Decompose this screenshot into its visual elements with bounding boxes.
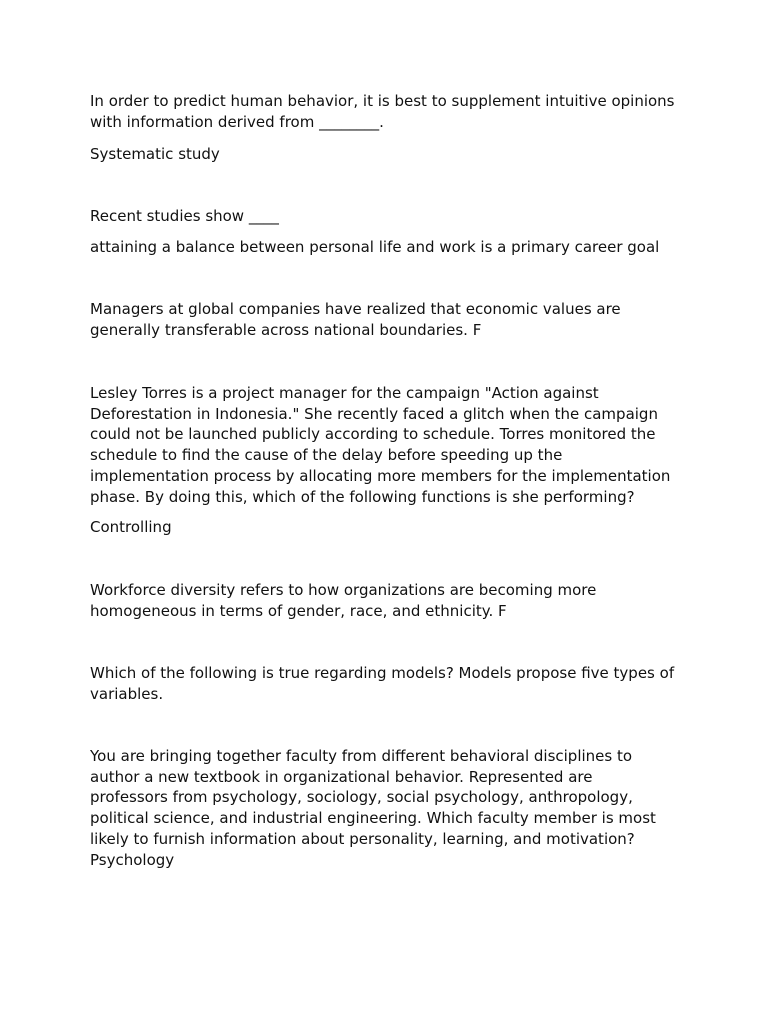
question-6-text: Which of the following is true regarding models? Models propose five types of variables. [90, 664, 675, 703]
question-1-text: In order to predict human behavior, it is best to supplement intuitive opinions with information derived from ________. [90, 92, 675, 131]
question-2-text: Recent studies show ____ [90, 207, 279, 225]
answer-4-text: Controlling [90, 518, 172, 536]
question-5-text: Workforce diversity refers to how organizations are becoming more homogeneous in terms of gender, race, and ethnicity. F [90, 581, 597, 620]
answer-1-text: Systematic study [90, 145, 220, 163]
question-3-text: Managers at global companies have realized that economic values are generally transferable across national boundaries. F [90, 300, 621, 339]
answer-2-text: attaining a balance between personal life and work is a primary career goal [90, 238, 660, 256]
question-4-text: Lesley Torres is a project manager for the campaign "Action against Deforestation in Indonesia." She recently faced a glitch when the campaign could not be launched publicly according to schedule. Torres monitored the schedule to find the cause of the delay before speeding up the implementation process by allocating more members for the implementation phase. By doing this, which of the following functions is she performing? [90, 384, 671, 506]
question-7-text: You are bringing together faculty from different behavioral disciplines to author a new textbook in organizational behavior. Represented are professors from psychology, sociology, social psychology, anthropology, political science, and industrial engineering. Which faculty member is most likely to furnish information about personality, learning, and motivation? Psychology [90, 747, 656, 869]
